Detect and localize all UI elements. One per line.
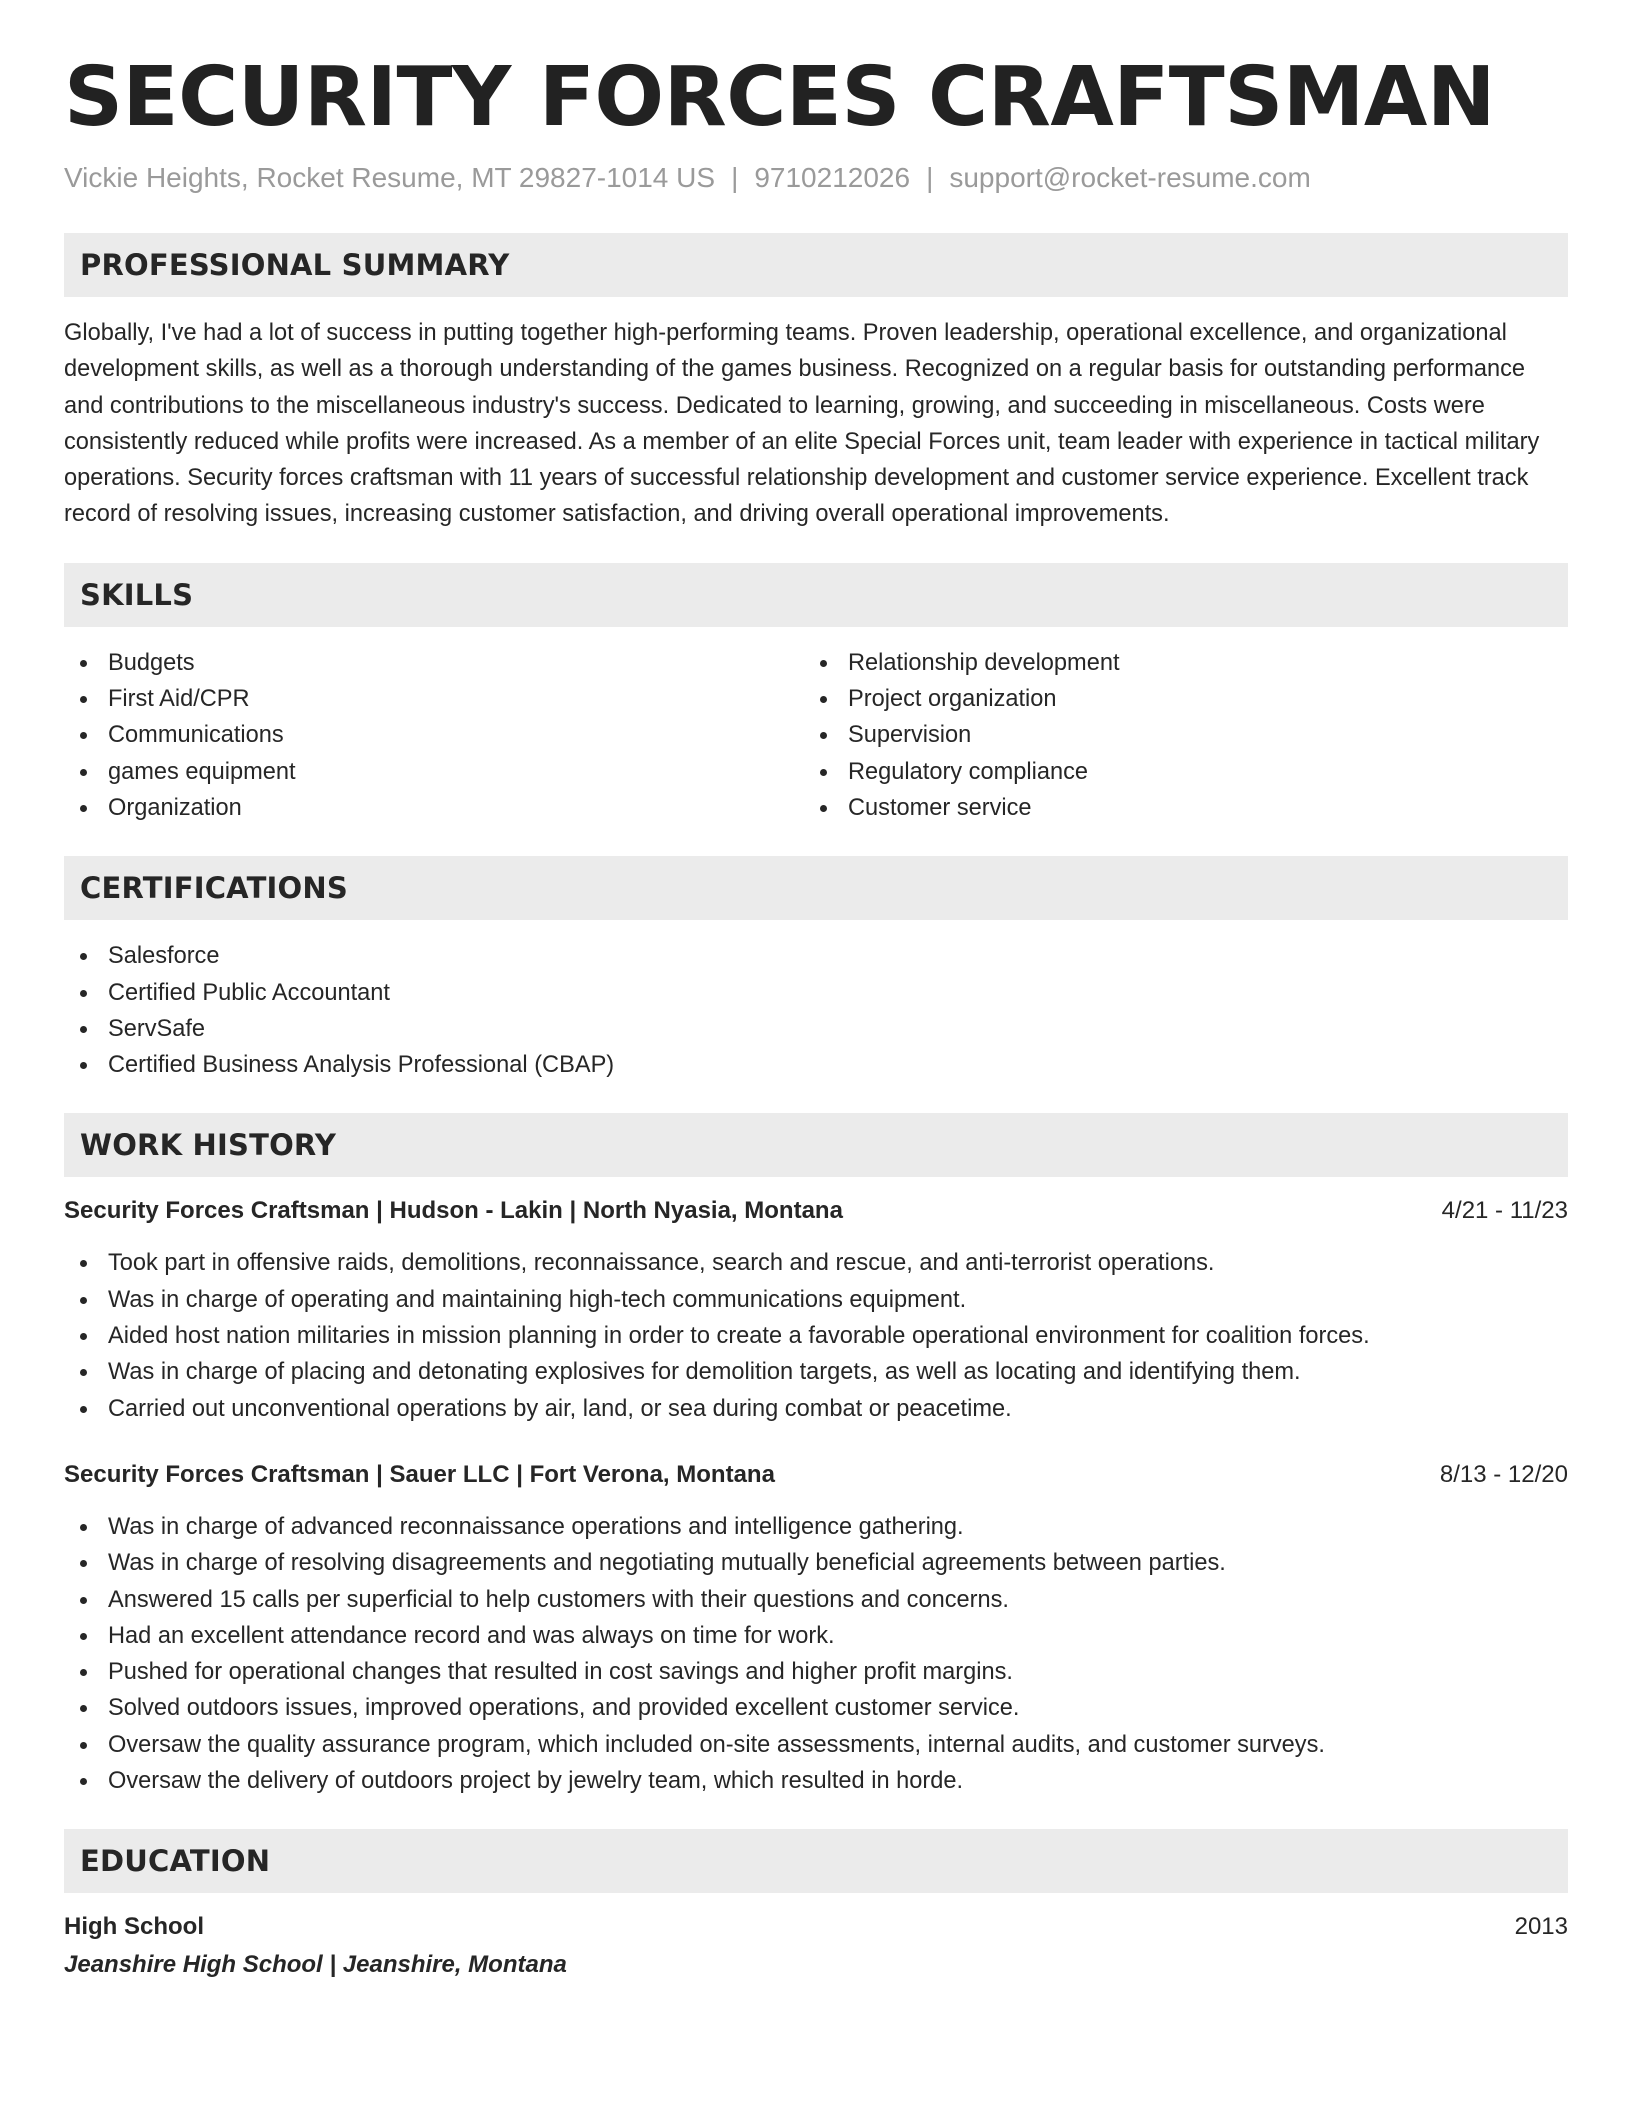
section-header-summary: PROFESSIONAL SUMMARY [64, 233, 1568, 297]
skills-column-right [804, 645, 1544, 826]
job-dates: 4/21 - 11/23 [1441, 1197, 1568, 1225]
skills-column-left [64, 645, 804, 826]
job-bullet: Solved outdoors issues, improved operations, and provided excellent customer service. [64, 1690, 1568, 1726]
job-dates: 8/13 - 12/20 [1439, 1460, 1568, 1488]
summary-text: Globally, I've had a lot of success in putting together high-performing teams. Proven leadership, operational excellence, and organizational development skills, as well as a thorough understanding of the games business. Recognized on a regular basis for outstanding performance and contributions to the miscellaneous industry's success. Dedicated to learning, growing, and succeeding in miscellaneous. Costs were consistently reduced while profits were increased. As a member of an elite Special Forces unit, team leader with experience in tactical military operations. Security forces craftsman with 11 years of successful relationship development and customer service experience. Excellent track record of resolving issues, increasing customer satisfaction, and driving overall operational improvements. [64, 320, 1540, 528]
contact-address: Vickie Heights, Rocket Resume, MT 29827-1014 US [64, 162, 716, 193]
skill-item: Communications [64, 717, 804, 753]
skill-item: Project organization [804, 681, 1544, 717]
job-title: Security Forces Craftsman | Sauer LLC | Fort Verona, Montana [64, 1460, 775, 1488]
job-entry [64, 1193, 1568, 1426]
job-title: Security Forces Craftsman | Hudson - Lakin | North Nyasia, Montana [64, 1197, 843, 1225]
job-bullet: Was in charge of resolving disagreements and negotiating mutually beneficial agreements between parties. [64, 1545, 1568, 1581]
certification-item: Certified Business Analysis Professional (CBAP) [64, 1047, 1568, 1083]
education-degree: High School [64, 1913, 204, 1941]
job-bullets [64, 1509, 1568, 1799]
job-bullet: Carried out unconventional operations by air, land, or sea during combat or peacetime. [64, 1391, 1568, 1427]
job-entry [64, 1457, 1568, 1799]
education-year: 2013 [1514, 1913, 1568, 1941]
contact-email: support@rocket-resume.com [949, 162, 1311, 193]
education-header [64, 1909, 1568, 1945]
skill-item: Budgets [64, 645, 804, 681]
section-header-education: EDUCATION [64, 1829, 1568, 1893]
education-entry [64, 1909, 1568, 1983]
job-bullet: Pushed for operational changes that resulted in cost savings and higher profit margins. [64, 1654, 1568, 1690]
job-bullet: Oversaw the quality assurance program, which included on-site assessments, internal audits, and customer surveys. [64, 1727, 1568, 1763]
skill-item: Customer service [804, 790, 1544, 826]
contact-separator: | [926, 162, 934, 193]
skill-item: First Aid/CPR [64, 681, 804, 717]
job-header [64, 1457, 1568, 1493]
job-bullet: Was in charge of placing and detonating explosives for demolition targets, as well as locating and identifying them. [64, 1354, 1568, 1390]
contact-phone: 9710212026 [754, 162, 911, 193]
certification-item: Salesforce [64, 938, 1568, 974]
skill-item: Organization [64, 790, 804, 826]
job-bullet: Answered 15 calls per superficial to help customers with their questions and concerns. [64, 1582, 1568, 1618]
skill-item: games equipment [64, 754, 804, 790]
section-header-skills: SKILLS [64, 563, 1568, 627]
skill-item: Supervision [804, 717, 1544, 753]
skill-item: Regulatory compliance [804, 754, 1544, 790]
certification-item: ServSafe [64, 1011, 1568, 1047]
job-bullet: Aided host nation militaries in mission planning in order to create a favorable operational environment for coalition forces. [64, 1318, 1568, 1354]
job-bullet: Was in charge of advanced reconnaissance operations and intelligence gathering. [64, 1509, 1568, 1545]
job-bullet: Was in charge of operating and maintaining high-tech communications equipment. [64, 1282, 1568, 1318]
job-bullets [64, 1245, 1568, 1426]
section-header-certifications: CERTIFICATIONS [64, 856, 1568, 920]
contact-separator: | [731, 162, 739, 193]
skill-item: Relationship development [804, 645, 1544, 681]
contact-line [64, 160, 1568, 196]
skills-grid [64, 645, 1568, 826]
certification-item: Certified Public Accountant [64, 975, 1568, 1011]
resume-title: SECURITY FORCES CRAFTSMAN [64, 50, 1495, 145]
section-header-work-history: WORK HISTORY [64, 1113, 1568, 1177]
job-bullet: Took part in offensive raids, demolitions, reconnaissance, search and rescue, and anti-terrorist operations. [64, 1245, 1568, 1281]
job-bullet: Had an excellent attendance record and was always on time for work. [64, 1618, 1568, 1654]
certifications-list [64, 938, 1568, 1083]
education-school: Jeanshire High School | Jeanshire, Montana [64, 1951, 567, 1979]
job-bullet: Oversaw the delivery of outdoors project by jewelry team, which resulted in horde. [64, 1763, 1568, 1799]
job-header [64, 1193, 1568, 1229]
